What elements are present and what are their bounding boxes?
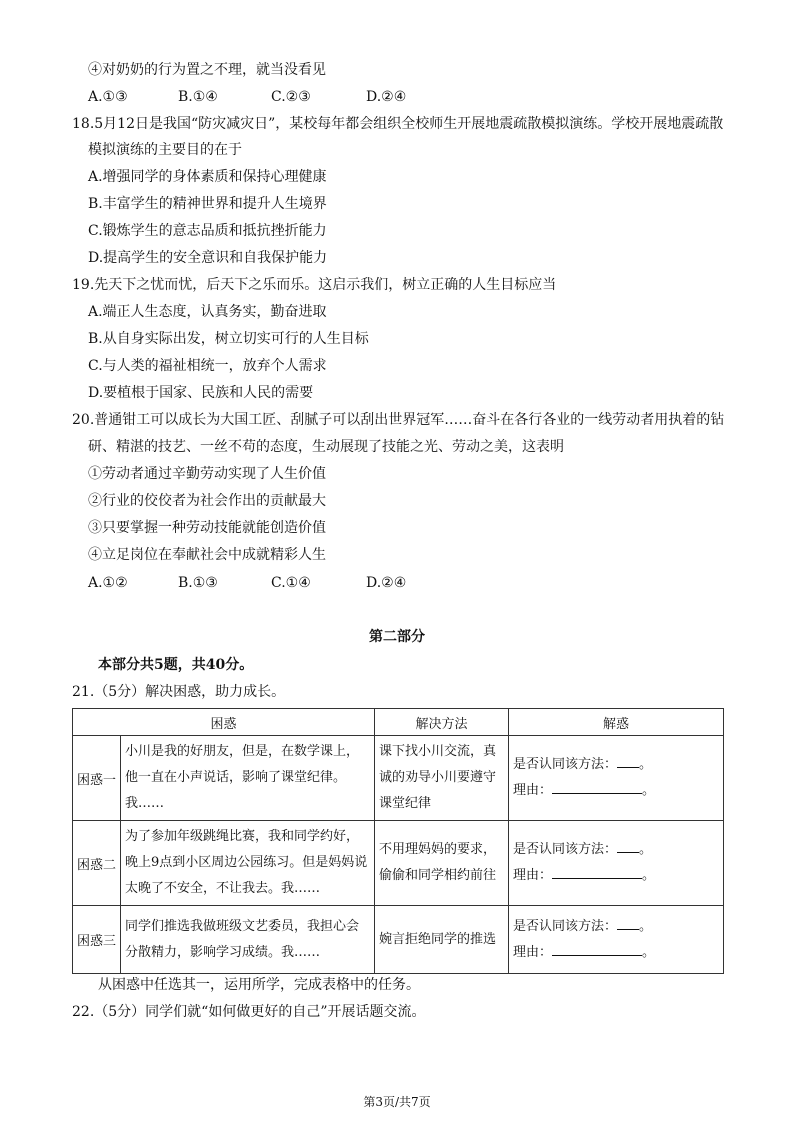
confusion-text: 同学们推选我做班级文艺委员，我担心会分散精力，影响学习成绩。我…… [121,906,375,974]
q18-option-d: D.提高学生的安全意识和自我保护能力 [88,250,328,266]
q20-option-d: D.②④ [366,575,407,591]
q17-options [88,88,406,106]
agree-label: 是否认同该方法： [513,757,618,772]
q18-stem-line-1: 18.5月12日是我国“防灾减灾日”，某校每年都会组织全校师生开展地震疏散模拟演练。学校开展地震疏散 [72,116,724,132]
q20-item-3: ③只要掌握一种劳动技能就能创造价值 [88,520,326,536]
reason-blank[interactable] [552,866,642,879]
reason-label: 理由： [513,944,553,960]
q20-option-a: A.①② [88,575,128,591]
part2-intro: 本部分共5题，共40分。 [98,657,254,673]
q20-item-1: ①劳动者通过辛勤劳动实现了人生价值 [88,466,326,482]
q18-stem-line-2: 模拟演练的主要目的在于 [88,142,242,158]
q17-item-4: ④对奶奶的行为置之不理，就当没看见 [88,62,326,78]
q20-item-4: ④立足岗位在奉献社会中成就精彩人生 [88,547,326,563]
period: 。 [642,944,656,960]
q20-option-c: C.①④ [271,575,311,591]
table-row [73,906,724,974]
table-row [73,821,724,906]
q20-item-2: ②行业的佼佼者为社会作出的贡献最大 [88,493,326,509]
q19-stem: 19.先天下之忧而忧，后天下之乐而乐。这启示我们，树立正确的人生目标应当 [72,277,557,293]
row-label: 困惑二 [73,821,121,906]
method-text: 课下找小川交流，真诚的劝导小川要遵守课堂纪律 [375,736,509,821]
q20-stem-line-1: 20.普通钳工可以成长为大国工匠、刮腻子可以刮出世界冠军……奋斗在各行各业的一线劳动者用执着的钻 [72,412,725,428]
method-text: 婉言拒绝同学的推选 [375,906,509,974]
q20-stem-line-2: 研、精湛的技艺、一丝不苟的态度，生动展现了技能之光、劳动之美，这表明 [88,439,564,455]
reason-blank[interactable] [552,781,642,794]
header-confusion: 困惑 [73,709,375,736]
q18-option-a: A.增强同学的身体素质和保持心理健康 [88,169,327,185]
q19-option-a: A.端正人生态度，认真务实，勤奋进取 [88,304,327,320]
q18-option-b: B.丰富学生的精神世界和提升人生境界 [88,196,327,212]
q21-instruction: 从困惑中任选其一，运用所学，完成表格中的任务。 [98,977,420,993]
header-resolution: 解惑 [509,709,724,736]
header-method: 解决方法 [375,709,509,736]
q17-option-c: C.②③ [271,89,311,105]
resolution-cell [509,736,724,821]
reason-blank[interactable] [552,943,642,956]
confusion-text: 为了参加年级跳绳比赛，我和同学约好，晚上9点到小区周边公园练习。但是妈妈说太晚了不安全，不让我去。我…… [121,821,375,906]
period: 。 [639,918,653,934]
q20-option-b: B.①③ [178,575,218,591]
q19-option-b: B.从自身实际出发，树立切实可行的人生目标 [88,331,369,347]
q17-option-b: B.①④ [178,89,218,105]
q21-table [72,708,724,974]
period: 。 [642,783,656,798]
agree-label: 是否认同该方法： [513,918,618,934]
resolution-cell [509,821,724,906]
resolution-cell [509,906,724,974]
q22-stem: 22.（5分）同学们就“如何做更好的自己”开展话题交流。 [72,1004,426,1020]
q19-option-c: C.与人类的福祉相统一，放弃个人需求 [88,358,327,374]
period: 。 [642,868,656,883]
agree-blank[interactable] [617,755,639,768]
table-header-row [73,709,724,736]
agree-blank[interactable] [617,917,639,930]
period: 。 [639,757,653,772]
agree-label: 是否认同该方法： [513,842,618,857]
agree-blank[interactable] [617,840,639,853]
q19-option-d: D.要植根于国家、民族和人民的需要 [88,385,314,401]
q20-options [88,574,406,592]
q21-stem: 21.（5分）解决困惑，助力成长。 [72,684,286,700]
row-label: 困惑三 [73,906,121,974]
q17-option-a: A.①③ [88,89,128,105]
part2-title: 第二部分 [369,629,425,645]
q17-option-d: D.②④ [366,89,407,105]
reason-label: 理由： [513,868,553,883]
method-text: 不用理妈妈的要求，偷偷和同学相约前往 [375,821,509,906]
confusion-text: 小川是我的好朋友，但是，在数学课上，他一直在小声说话，影响了课堂纪律。我…… [121,736,375,821]
row-label: 困惑一 [73,736,121,821]
period: 。 [639,842,653,857]
q18-option-c: C.锻炼学生的意志品质和抵抗挫折能力 [88,223,327,239]
page-number: 第3页/共7页 [363,1095,431,1109]
table-row [73,736,724,821]
reason-label: 理由： [513,783,553,798]
